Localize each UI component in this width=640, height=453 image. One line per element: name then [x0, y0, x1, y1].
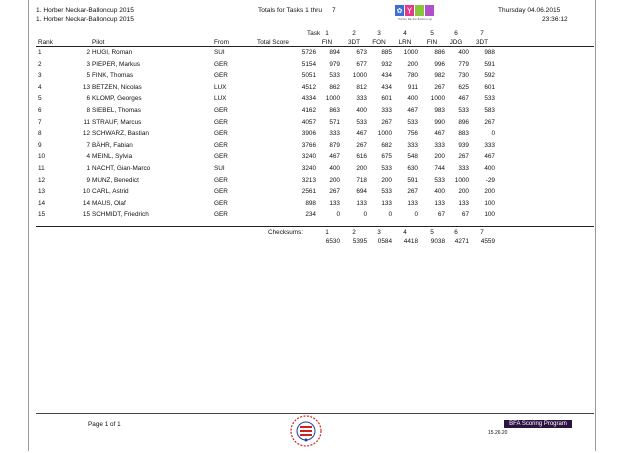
task-number-1: 1	[325, 30, 329, 37]
total-score-cell: 5726	[301, 49, 316, 56]
task-score-cell: 718	[356, 176, 367, 184]
task-score-cell: 267	[356, 141, 367, 149]
task-score-cell: 675	[381, 153, 392, 161]
task-score-cell: 630	[407, 165, 418, 172]
svg-text:Y: Y	[407, 6, 412, 16]
pilot-name-cell: BÄHR, Fabian	[92, 141, 133, 149]
task-score-cell: 200	[484, 188, 495, 196]
task-score-cell: 988	[484, 49, 495, 56]
col-pilot: Pilot	[92, 39, 105, 46]
task-code-6: JDG	[449, 39, 463, 46]
total-score-cell: 3213	[301, 176, 316, 184]
pilot-number-cell: 4	[86, 153, 90, 161]
pilot-name-cell: MEINL, Sylvia	[92, 153, 133, 161]
page-number: Page 1 of 1	[88, 421, 121, 428]
total-score-cell: 3240	[301, 153, 316, 161]
task-score-cell: 583	[484, 107, 495, 114]
task-score-cell: 533	[407, 118, 418, 126]
task-number-5: 5	[430, 30, 434, 37]
pilot-number-cell: 11	[83, 118, 90, 126]
pilot-name-cell: KLOMP, Georges	[92, 95, 142, 103]
pilot-name-cell: HUGI, Roman	[92, 49, 133, 56]
pilot-number-cell: 3	[86, 60, 90, 68]
country-cell: GER	[214, 211, 228, 219]
task-score-cell: 1000	[377, 130, 392, 138]
checksum-value: 4418	[403, 238, 418, 245]
task-score-cell: 133	[356, 199, 367, 207]
task-header-label: Task	[307, 30, 321, 37]
pilot-name-cell: SIEBEL, Thomas	[92, 107, 141, 114]
total-score-cell: 3906	[301, 130, 316, 138]
task-code-2: 3DT	[347, 39, 361, 46]
task-score-cell: 200	[381, 176, 392, 184]
task-score-cell: 333	[458, 165, 469, 172]
rank-cell: 15	[38, 211, 46, 219]
task-number-4: 4	[403, 30, 407, 37]
total-score-cell: 4162	[301, 107, 316, 114]
task-score-cell: 894	[329, 49, 340, 56]
svg-text:✿: ✿	[396, 7, 403, 15]
checksum-value: 4271	[454, 238, 469, 245]
task-score-cell: 67	[437, 211, 445, 219]
task-score-cell: 67	[461, 211, 469, 219]
logo-caption: Horber Neckar Ballooncup	[398, 18, 432, 21]
task-score-cell: 267	[458, 153, 469, 161]
totals-value: 7	[332, 7, 336, 14]
task-code-4: LRN	[398, 39, 412, 46]
country-cell: LUX	[214, 83, 227, 91]
task-score-cell: 1000	[403, 49, 418, 56]
pilot-number-cell: 7	[86, 141, 90, 149]
task-score-cell: 400	[407, 95, 418, 103]
task-score-cell: 862	[329, 83, 340, 91]
task-score-cell: 400	[356, 107, 367, 114]
checksum-value: 9038	[430, 238, 445, 245]
task-score-cell: 982	[434, 72, 445, 80]
task-score-cell: 133	[381, 199, 392, 207]
task-score-cell: 592	[484, 72, 495, 80]
pilot-number-cell: 15	[82, 211, 90, 219]
rank-cell: 9	[38, 141, 42, 149]
task-score-cell: 200	[434, 153, 445, 161]
pilot-number-cell: 10	[82, 188, 90, 196]
country-cell: GER	[214, 60, 228, 68]
pilot-name-cell: CARL, Astrid	[92, 188, 129, 196]
task-score-cell: 1000	[454, 176, 469, 184]
pilot-number-cell: 1	[86, 165, 90, 172]
task-score-cell: 200	[407, 60, 418, 68]
task-score-cell: 730	[458, 72, 469, 80]
pilot-number-cell: 6	[86, 95, 90, 103]
task-score-cell: 133	[329, 199, 340, 207]
task-score-cell: 0	[414, 211, 418, 219]
task-score-cell: 601	[381, 95, 392, 103]
task-score-cell: 780	[407, 72, 418, 80]
col-from: From	[214, 39, 229, 46]
task-score-cell: 100	[484, 211, 495, 219]
pilot-number-cell: 5	[86, 72, 90, 80]
checksum-value: 5395	[352, 238, 367, 245]
task-score-cell: 0	[491, 130, 495, 138]
totals-label: Totals for Tasks 1 thru	[258, 7, 323, 14]
task-score-cell: 996	[434, 60, 445, 68]
report-time: 23:36:12	[542, 16, 568, 23]
task-score-cell: 812	[356, 83, 367, 91]
task-score-cell: 571	[329, 118, 340, 126]
task-score-cell: 886	[434, 49, 445, 56]
country-cell: GER	[214, 118, 228, 126]
pilot-number-cell: 14	[82, 199, 90, 207]
country-cell: GER	[214, 130, 228, 138]
task-score-cell: 990	[434, 118, 445, 126]
task-score-cell: 200	[458, 188, 469, 196]
task-score-cell: 1000	[325, 95, 340, 103]
pilot-name-cell: STRAUF, Marcus	[92, 118, 142, 126]
task-score-cell: 673	[356, 49, 367, 56]
total-score-cell: 5051	[301, 72, 316, 80]
task-score-cell: 133	[458, 199, 469, 207]
task-score-cell: 533	[329, 72, 340, 80]
task-score-cell: 863	[329, 107, 340, 114]
task-number-6: 6	[454, 30, 458, 37]
task-score-cell: 601	[484, 83, 495, 91]
task-score-cell: 533	[381, 188, 392, 196]
task-score-cell: -29	[485, 176, 495, 184]
task-score-cell: 533	[356, 118, 367, 126]
rank-cell: 4	[38, 83, 42, 91]
report-date: Thursday 04.06.2015	[498, 7, 561, 14]
task-score-cell: 911	[407, 83, 418, 91]
event-subtitle: 1. Horber Neckar-Balloncup 2015	[36, 16, 134, 23]
task-number-3: 3	[377, 30, 381, 37]
task-score-cell: 879	[329, 141, 340, 149]
task-score-cell: 533	[381, 165, 392, 172]
task-score-cell: 591	[484, 60, 495, 68]
task-score-cell: 333	[381, 107, 392, 114]
pilot-name-cell: SCHMIDT, Friedrich	[92, 211, 149, 219]
event-logo	[395, 5, 437, 21]
country-cell: GER	[214, 188, 228, 196]
task-score-cell: 533	[484, 95, 495, 103]
task-score-cell: 200	[356, 165, 367, 172]
task-score-cell: 591	[407, 176, 418, 184]
task-code-1: FIN	[321, 39, 333, 46]
task-score-cell: 677	[356, 60, 367, 68]
task-score-cell: 932	[381, 60, 392, 68]
federation-seal-icon	[289, 414, 323, 448]
task-score-cell: 979	[329, 60, 340, 68]
pilot-number-cell: 9	[86, 176, 90, 184]
task-score-cell: 694	[356, 188, 367, 196]
task-score-cell: 896	[458, 118, 469, 126]
scoring-program-badge: BFA Scoring Program	[504, 420, 572, 428]
pilot-number-cell: 12	[82, 130, 90, 138]
task-score-cell: 333	[356, 95, 367, 103]
task-score-cell: 400	[329, 165, 340, 172]
pilot-number-cell: 2	[86, 49, 90, 56]
header-rule	[36, 46, 594, 47]
task-score-cell: 533	[434, 176, 445, 184]
task-score-cell: 333	[434, 141, 445, 149]
checksum-task-number: 3	[377, 229, 381, 236]
task-score-cell: 533	[458, 107, 469, 114]
country-cell: SUI	[214, 165, 225, 172]
task-score-cell: 333	[407, 141, 418, 149]
task-score-cell: 467	[458, 95, 469, 103]
total-score-cell: 5154	[301, 60, 316, 68]
task-score-cell: 625	[458, 83, 469, 91]
task-score-cell: 267	[329, 188, 340, 196]
country-cell: GER	[214, 141, 228, 149]
rank-cell: 11	[38, 165, 45, 172]
total-score-cell: 4057	[301, 118, 316, 126]
task-score-cell: 744	[434, 165, 445, 172]
task-score-cell: 779	[458, 60, 469, 68]
col-total: Total Score	[257, 39, 289, 46]
task-score-cell: 467	[329, 153, 340, 161]
country-cell: GER	[214, 72, 228, 80]
rank-cell: 7	[38, 118, 42, 126]
event-title: 1. Horber Neckar-Balloncup 2015	[36, 7, 134, 14]
task-score-cell: 267	[484, 118, 495, 126]
task-score-cell: 0	[388, 211, 392, 219]
pilot-name-cell: NACHT, Gian-Marco	[92, 165, 151, 172]
task-score-cell: 100	[484, 199, 495, 207]
table-bottom-rule	[36, 226, 594, 227]
task-score-cell: 467	[434, 130, 445, 138]
rank-cell: 8	[38, 130, 42, 138]
total-score-cell: 4334	[301, 95, 316, 103]
task-score-cell: 0	[363, 211, 367, 219]
checksum-task-number: 7	[480, 229, 484, 236]
task-score-cell: 467	[484, 153, 495, 161]
total-score-cell: 2561	[301, 188, 316, 196]
task-code-3: FON	[372, 39, 386, 46]
pilot-number-cell: 8	[86, 107, 90, 114]
task-score-cell: 682	[381, 141, 392, 149]
pilot-name-cell: MUNZ, Benedict	[92, 176, 139, 184]
task-score-cell: 400	[484, 165, 495, 172]
pilot-name-cell: BETZEN, Nicolas	[92, 83, 142, 91]
country-cell: GER	[214, 176, 228, 184]
task-score-cell: 200	[329, 176, 340, 184]
rank-cell: 1	[38, 49, 42, 56]
task-score-cell: 400	[434, 188, 445, 196]
total-score-cell: 898	[305, 199, 316, 207]
country-cell: SUI	[214, 49, 225, 56]
task-score-cell: 1000	[430, 95, 445, 103]
task-score-cell: 983	[434, 107, 445, 114]
total-score-cell: 234	[305, 211, 316, 219]
rank-cell: 5	[38, 95, 42, 103]
task-code-5: FIN	[426, 39, 438, 46]
task-score-cell: 434	[381, 72, 392, 80]
pilot-number-cell: 13	[82, 83, 90, 91]
country-cell: GER	[214, 199, 228, 207]
task-score-cell: 400	[458, 49, 469, 56]
task-score-cell: 939	[458, 141, 469, 149]
total-score-cell: 4512	[301, 83, 316, 91]
task-score-cell: 267	[407, 188, 418, 196]
rank-cell: 13	[38, 188, 46, 196]
col-rank: Rank	[38, 39, 53, 46]
task-score-cell: 267	[381, 118, 392, 126]
task-score-cell: 0	[336, 211, 340, 219]
checksum-value: 4559	[480, 238, 495, 245]
task-number-2: 2	[352, 30, 356, 37]
task-score-cell: 333	[484, 141, 495, 149]
pilot-name-cell: PIEPER, Markus	[92, 60, 140, 68]
rank-cell: 2	[38, 60, 42, 68]
checksum-task-number: 6	[454, 229, 458, 236]
task-score-cell: 756	[407, 130, 418, 138]
pilot-name-cell: SCHWARZ, Bastian	[92, 130, 149, 138]
checksum-task-number: 2	[352, 229, 356, 236]
task-score-cell: 885	[381, 49, 392, 56]
checksum-task-number: 5	[430, 229, 434, 236]
country-cell: LUX	[214, 95, 227, 103]
pilot-name-cell: MAUS, Olaf	[92, 199, 126, 207]
task-score-cell: 467	[407, 107, 418, 114]
task-score-cell: 883	[458, 130, 469, 138]
pilot-name-cell: FINK, Thomas	[92, 72, 134, 80]
task-score-cell: 1000	[352, 72, 367, 80]
task-score-cell: 267	[434, 83, 445, 91]
rank-cell: 10	[38, 153, 46, 161]
total-score-cell: 3766	[301, 141, 316, 149]
task-score-cell: 467	[356, 130, 367, 138]
country-cell: GER	[214, 153, 228, 161]
checksum-value: 6530	[325, 238, 340, 245]
rank-cell: 14	[38, 199, 46, 207]
task-score-cell: 333	[329, 130, 340, 138]
total-score-cell: 3240	[301, 165, 316, 172]
program-version: 15.26.20	[488, 430, 508, 436]
rank-cell: 12	[38, 176, 46, 184]
checksum-value: 0584	[377, 238, 392, 245]
task-score-cell: 133	[407, 199, 418, 207]
task-score-cell: 548	[407, 153, 418, 161]
task-code-7: 3DT	[475, 39, 489, 46]
rank-cell: 3	[38, 72, 42, 80]
checksums-label: Checksums:	[268, 229, 304, 236]
checksum-task-number: 1	[325, 229, 329, 236]
task-number-7: 7	[480, 30, 484, 37]
rank-cell: 6	[38, 107, 42, 114]
country-cell: GER	[214, 107, 228, 114]
task-score-cell: 616	[356, 153, 367, 161]
checksum-task-number: 4	[403, 229, 407, 236]
task-score-cell: 434	[381, 83, 392, 91]
task-score-cell: 133	[434, 199, 445, 207]
